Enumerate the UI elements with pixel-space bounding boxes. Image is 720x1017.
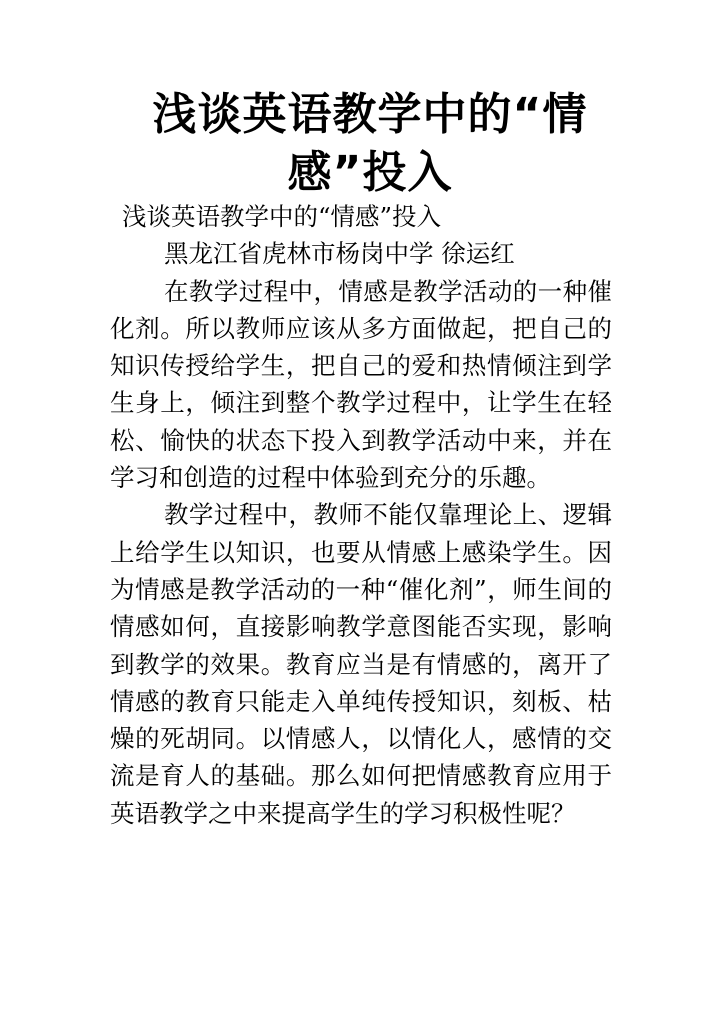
document-body — [110, 198, 612, 832]
document-title: 浅谈英语教学中的“情感”投入 — [152, 89, 588, 198]
body-paragraph-1: 在教学过程中，情感是教学活动的一种催化剂。所以教师应该从多方面做起，把自己的知识传授给学生，把自己的爱和热情倾注到学生身上，倾注到整个教学过程中，让学生在轻松、愉快的状态下投入到教学活动中来，并在学习和创造的过程中体验到充分的乐趣。 — [110, 276, 612, 493]
author-line: 黑龙江省虎林市杨岗中学 徐运红 — [164, 239, 515, 269]
body-paragraph-2: 教学过程中，教师不能仅靠理论上、逻辑上给学生以知识，也要从情感上感染学生。因为情感是教学活动的一种“催化剂”，师生间的情感如何，直接影响教学意图能否实现，影响到教学的效果。教育应当是有情感的，离开了情感的教育只能走入单纯传授知识，刻板、枯燥的死胡同。以情感人，以情化人，感情的交流是育人的基础。那么如何把情感教育应用于英语教学之中来提高学生的学习积极性呢？ — [110, 500, 612, 828]
document-subtitle: 浅谈英语教学中的“情感”投入 — [122, 202, 442, 231]
